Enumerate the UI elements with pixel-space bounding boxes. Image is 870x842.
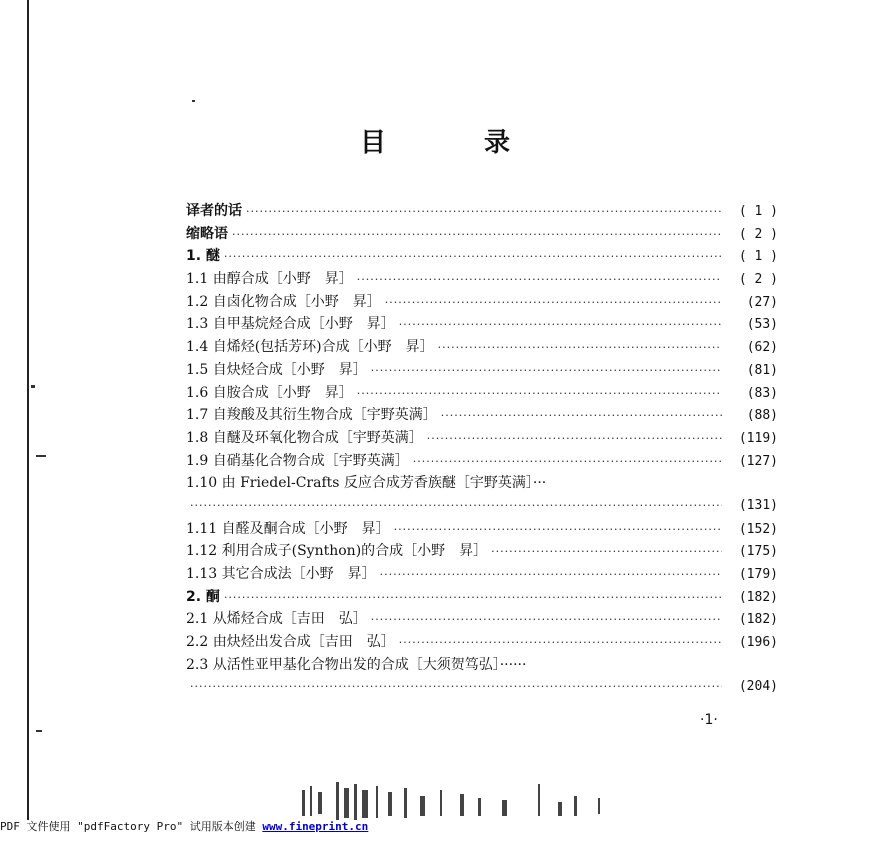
scan-speck <box>31 385 35 388</box>
toc-entry-page: (119) <box>738 430 778 446</box>
toc-dot-leader <box>399 314 722 337</box>
toc-dot-leader <box>438 337 722 360</box>
toc-entry-label: 译者的话 <box>186 203 242 219</box>
footer-text: PDF 文件使用 "pdfFactory Pro" 试用版本创建 <box>0 820 263 833</box>
toc-dot-leader <box>380 564 722 587</box>
toc-dot-leader <box>399 632 722 655</box>
toc-dot-leader <box>224 246 722 269</box>
toc-entry-page: (131) <box>738 497 778 513</box>
toc-entry <box>186 654 778 677</box>
toc-entry <box>186 631 778 654</box>
toc-entry-label: 2.1 从烯烃合成［吉田 弘］ <box>186 611 367 628</box>
toc-entry <box>186 563 778 586</box>
toc-entry <box>186 404 778 427</box>
toc-entry <box>186 359 778 382</box>
toc-dot-leader <box>394 519 722 542</box>
toc-entry <box>186 268 778 291</box>
toc-dot-leader <box>371 609 722 632</box>
toc-dot-leader <box>427 428 722 451</box>
page-number: ·1· <box>700 712 718 728</box>
toc-entry-label: 缩略语 <box>186 225 228 242</box>
toc-entry <box>186 518 778 541</box>
pdf-footer <box>0 818 870 834</box>
toc-entry-page: (62) <box>746 340 778 356</box>
toc-entry-label: 1.4 自烯烃(包括芳环)合成［小野 昇］ <box>186 339 434 356</box>
toc-dot-leader <box>190 495 722 518</box>
toc-entry <box>186 586 778 609</box>
toc-entry-page: (182) <box>738 612 778 628</box>
toc-entry-page: (204) <box>738 679 778 695</box>
toc-entry-label: 1. 醚 <box>186 248 220 265</box>
toc-entry <box>186 382 778 405</box>
toc-dot-leader <box>491 541 722 564</box>
toc-entry <box>186 291 778 314</box>
toc-dot-leader <box>190 676 722 699</box>
toc-dot-leader <box>246 201 722 224</box>
toc-entry-page: (81) <box>746 362 778 378</box>
toc-entry-label: 1.13 其它合成法［小野 昇］ <box>186 566 376 582</box>
toc-entry <box>186 223 778 246</box>
toc-entry-label: 1.3 自甲基烷烃合成［小野 昇］ <box>186 316 395 333</box>
toc-entry-page: ( 1 ) <box>738 204 778 219</box>
toc-entry-page: (127) <box>738 453 778 469</box>
toc-entry-page: ( 1 ) <box>738 249 778 265</box>
toc-entry <box>186 245 778 268</box>
toc-entry <box>186 200 778 223</box>
toc-dot-leader <box>224 587 722 610</box>
scan-speck <box>36 730 42 732</box>
toc-entry-label: 1.9 自硝基化合物合成［宇野英满］ <box>186 452 409 469</box>
toc-entry-label: 1.12 利用合成子(Synthon)的合成［小野 昇］ <box>186 543 488 560</box>
toc-entry <box>186 540 778 563</box>
toc-entry-page: (175) <box>738 544 778 560</box>
toc-dot-leader <box>413 451 722 474</box>
toc-dot-leader <box>357 383 722 406</box>
page-title: 目 录 <box>359 128 546 158</box>
toc-entry-page: (179) <box>738 567 778 582</box>
toc-entry-label: 1.2 自卤化物合成［小野 昇］ <box>186 293 381 310</box>
toc-entry-label: 1.10 由 Friedel-Crafts 反应合成芳香族醚［宇野英满］··· <box>186 475 547 492</box>
toc-entry-label: 2. 酮 <box>186 588 220 605</box>
footer-link[interactable]: www.fineprint.cn <box>262 820 369 833</box>
toc-entry-page: (83) <box>746 385 778 401</box>
toc-dot-leader <box>441 405 722 428</box>
toc-dot-leader <box>357 269 722 292</box>
toc-entry-page: (152) <box>738 521 778 537</box>
toc-entry <box>186 427 778 450</box>
toc-dot-leader <box>385 292 722 315</box>
toc-entry <box>186 336 778 359</box>
toc-entry-page: (53) <box>746 317 778 333</box>
toc-entry <box>186 676 778 699</box>
toc-entry-label: 2.3 从活性亚甲基化合物出发的合成［大须贺笃弘］······ <box>186 656 527 673</box>
toc-entry-page: (182) <box>738 589 778 605</box>
toc-entry <box>186 608 778 631</box>
toc-dot-leader <box>232 224 722 247</box>
toc-entry-page: ( 2 ) <box>738 226 778 242</box>
toc-entry-page: (88) <box>746 408 778 424</box>
scan-speck <box>36 455 46 457</box>
toc-entry <box>186 313 778 336</box>
toc-entry-page: (196) <box>738 635 778 651</box>
toc-entry-label: 1.6 自胺合成［小野 昇］ <box>186 384 353 401</box>
toc-entry-page: ( 2 ) <box>738 272 778 288</box>
toc-entry-label: 2.2 由炔烃出发合成［吉田 弘］ <box>186 634 395 651</box>
toc-entry-label: 1.5 自炔烃合成［小野 昇］ <box>186 361 367 378</box>
toc-entry-label: 1.7 自羧酸及其衍生物合成［宇野英满］ <box>186 407 437 424</box>
toc-entry <box>186 472 778 495</box>
toc-entry-label: 1.8 自醚及环氧化物合成［宇野英满］ <box>186 429 423 446</box>
table-of-contents <box>186 200 778 699</box>
toc-entry <box>186 495 778 518</box>
scan-speck <box>192 100 195 102</box>
toc-entry-label: 1.1 由醇合成［小野 昇］ <box>186 271 353 288</box>
toc-entry-label: 1.11 自醛及酮合成［小野 昇］ <box>186 520 390 537</box>
toc-entry-page: (27) <box>746 294 778 310</box>
toc-dot-leader <box>371 360 722 383</box>
toc-entry <box>186 450 778 473</box>
